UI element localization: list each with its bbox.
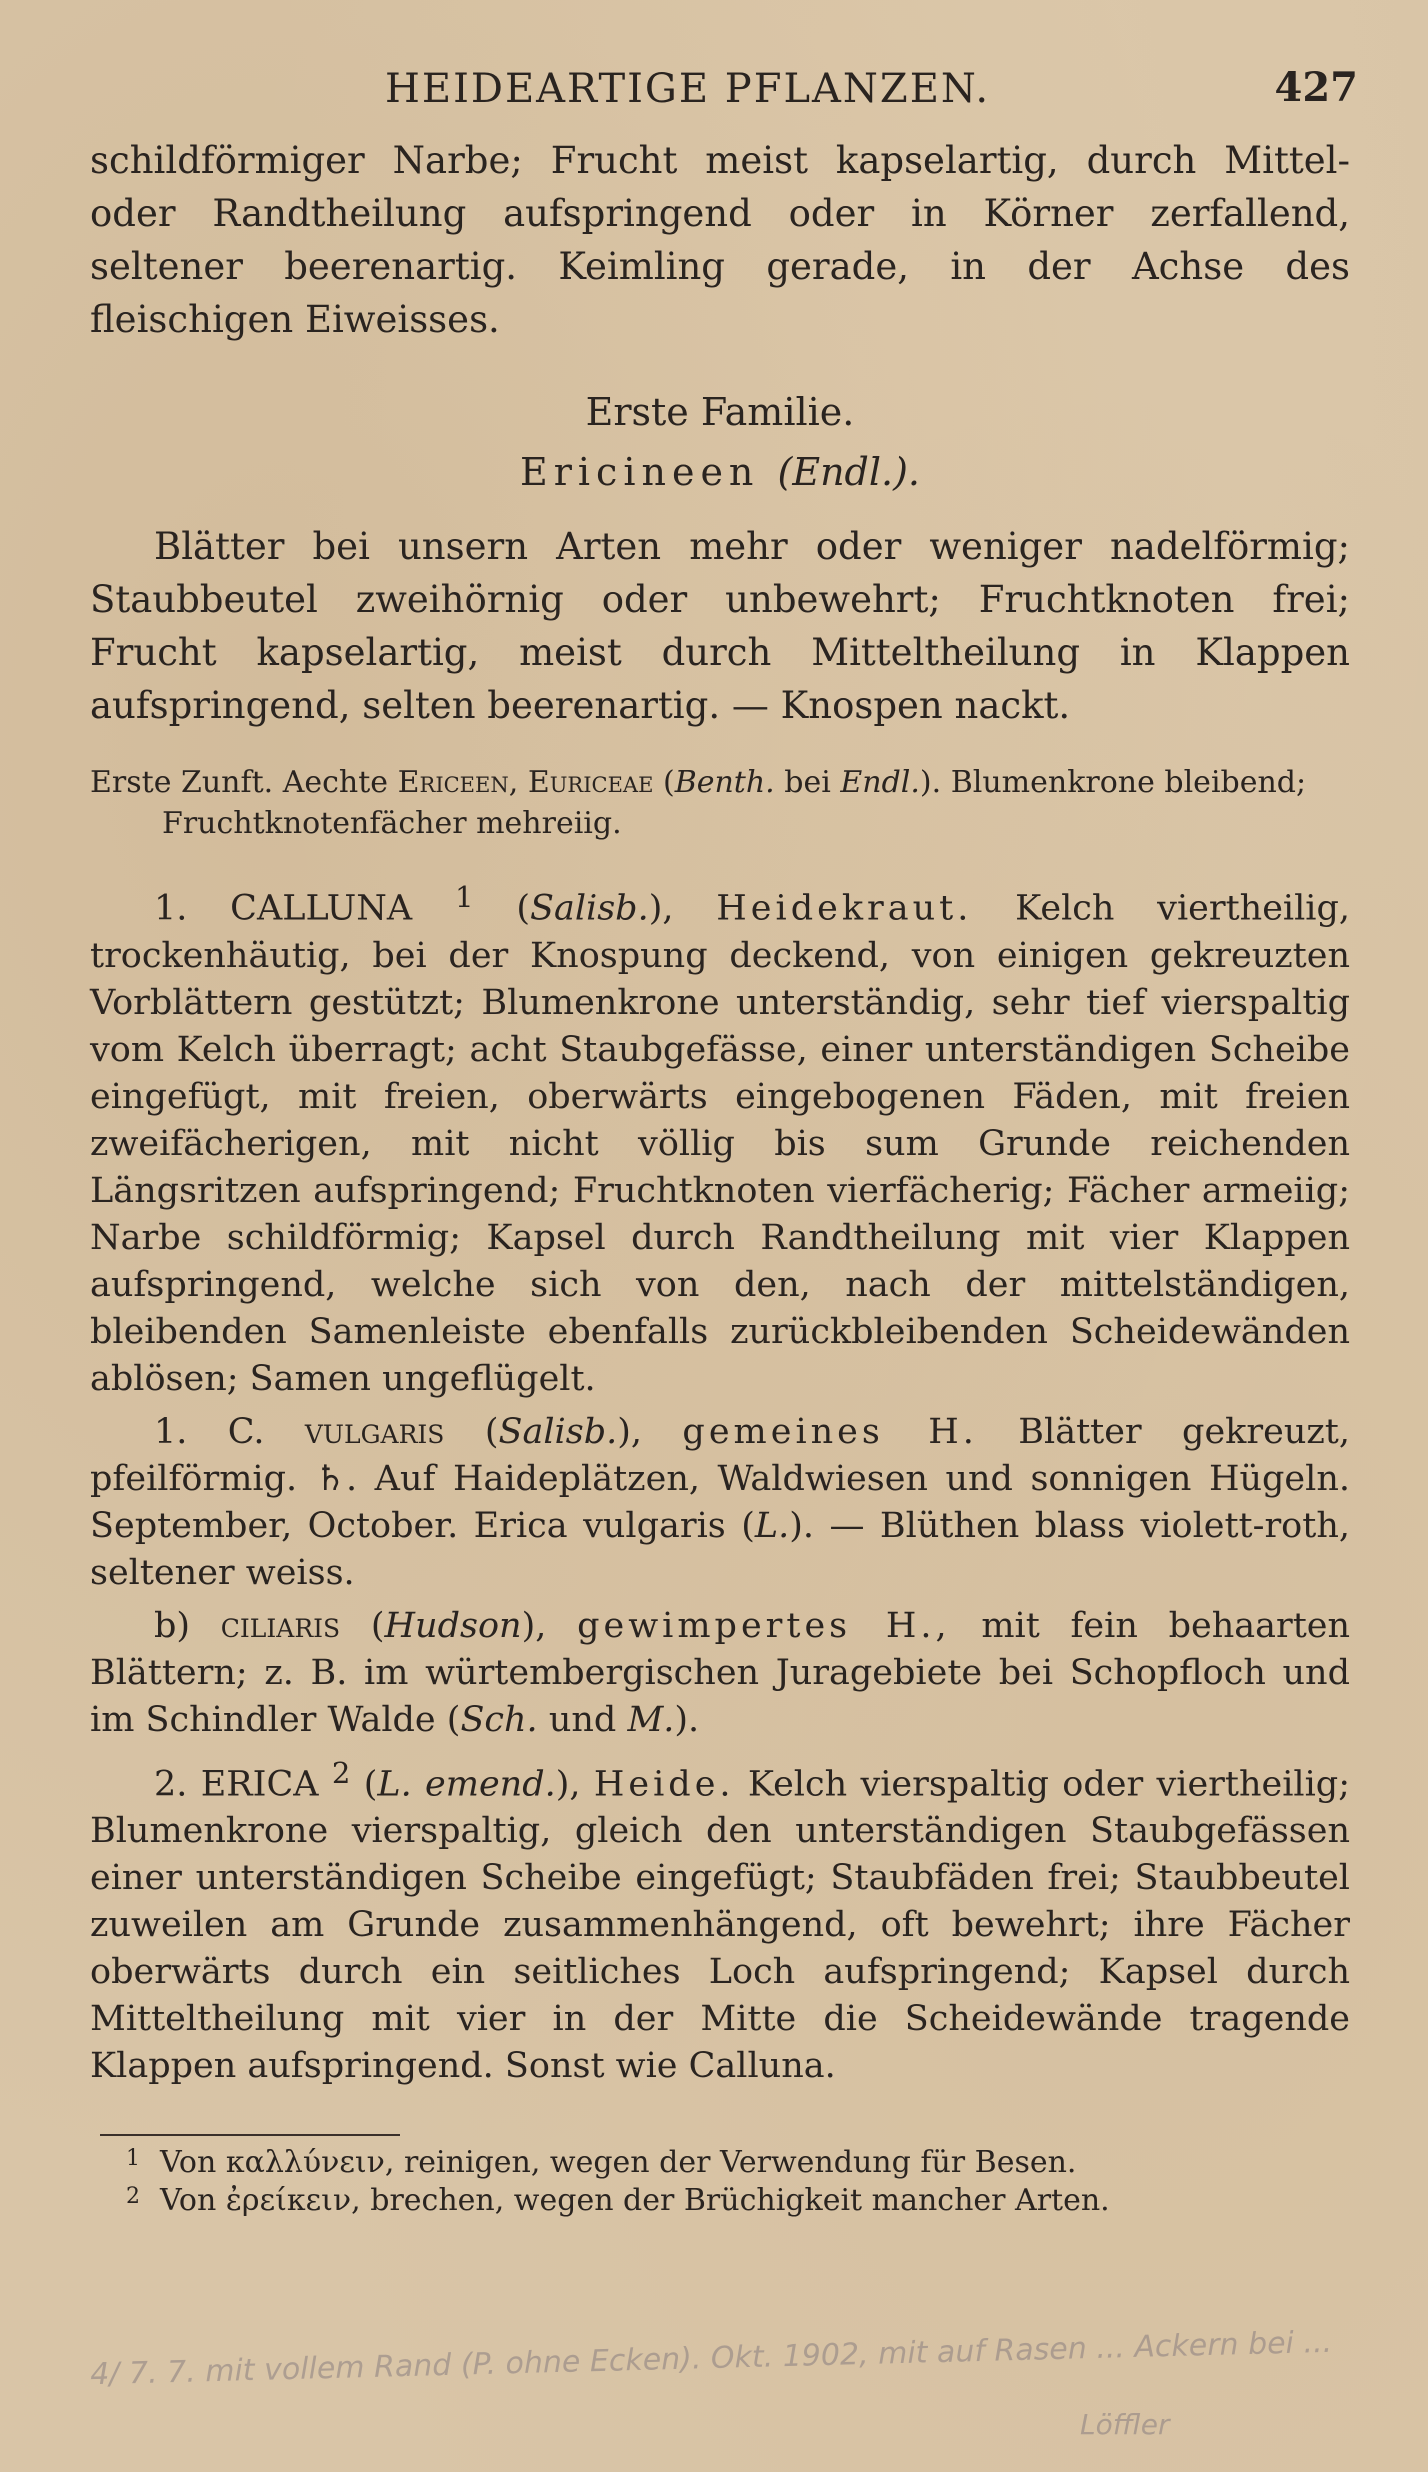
handwritten-note: 4/ 7. 7. mit vollem Rand (P. ohne Ecken). Okt. 1902, mit auf Rasen ... Ackern bei ...: [89, 2324, 1333, 2393]
entry-vulgaris: 1. C. vulgaris (Salisb.), gemeines H. Blätter gekreuzt, pfeilförmig. ♄. Auf Haideplätzen, Waldwiesen und sonnigen Hügeln. September, October. Erica vulgaris (L.). — Blüthen blass violett-roth, seltener weiss.: [90, 1411, 1350, 1593]
erica-footnote-ref: 2: [331, 1755, 351, 1790]
calluna-author: Salisb.: [529, 888, 649, 929]
vulgaris-text-2: . Auf Haideplätzen, Waldwiesen und sonnigen Hügeln. September, October. Erica vulgaris (: [90, 1458, 1350, 1546]
footnote-2-text: Von ἐρείκειν, brechen, wegen der Brüchigkeit mancher Arten.: [160, 2183, 1110, 2219]
page-number: 427: [1274, 64, 1358, 111]
family-description: Blätter bei unsern Arten mehr oder weniger nadelförmig; Staubbeutel zweihörnig oder unbewehrt; Fruchtknoten frei; Frucht kapselartig, meist durch Mitteltheilung in Klappen aufspringend, selten beerenartig. — Knospen nackt.: [90, 525, 1350, 727]
book-page: [90, 60, 1358, 2220]
vulgaris-text-3: ). — Blüthen blass violett-roth, seltener weiss.: [90, 1505, 1350, 1593]
zunft-paren-open: (: [662, 765, 675, 800]
footnote-1: [126, 2144, 1350, 2182]
entry-erica: 2. ERICA $^2$ (L. emend.), Heide. Kelch vierspaltig oder viertheilig; Blumenkrone vierspaltig, gleich den unterständigen Staubgefässen einer unterständigen Scheibe eingefügt; Staubfäden frei; Staubbeutel zuweilen am Grunde zusammenhängend, oft bewehrt; ihre Fächer oberwärts durch ein seitliches Loch aufspringend; Kapsel durch Mitteltheilung mit vier in der Mitte die Scheidewände tragende Klappen aufspringend. Sonst wie Calluna.: [90, 1755, 1351, 2087]
entry-calluna: 1. CALLUNA $^1$ (Salisb.), Heidekraut. Kelch viertheilig, trockenhäutig, bei der Knospung deckend, von einigen gekreuzten Vorblättern gestützt; Blumenkrone unterständig, sehr tief vierspaltig vom Kelch überragt; acht Staubgefässe, einer unterständigen Scheibe eingefügt, mit freien, oberwärts eingebogenen Fäden, mit freien zweifächerigen, mit nicht völlig bis sum Grunde reichenden Längsritzen aufspringend; Fruchtknoten vierfächerig; Fächer armeiig; Narbe schildförmig; Kapsel durch Randtheilung mit vier Klappen aufspringend, welche sich von den, nach der mittelständigen, bleibenden Samenleiste ebenfalls zurückbleibenden Scheidewänden ablösen; Samen ungeflügelt.: [90, 880, 1351, 1399]
vulgaris-species: vulgaris: [304, 1411, 445, 1452]
running-title: HEIDEARTIGE PFLANZEN.: [385, 66, 991, 112]
shrub-symbol-icon: ♄: [314, 1458, 347, 1499]
handwritten-note-2: Löffler: [1080, 2408, 1170, 2441]
footnotes: [90, 2144, 1350, 2220]
erica-description: Kelch vierspaltig oder viertheilig; Blumenkrone vierspaltig, gleich den unterständigen Staubgefässen einer unterständigen Scheibe eingefügt; Staubfäden frei; Staubbeutel zuweilen am Grunde zusammenhängend, oft bewehrt; ihre Fächer oberwärts durch ein seitliches Loch aufspringend; Kapsel durch Mitteltheilung mit vier in der Mitte die Scheidewände tragende Klappen aufspringend. Sonst wie Calluna.: [90, 1764, 1351, 2087]
running-header: [90, 60, 1358, 130]
zunft-name-2: Euriceae: [527, 765, 654, 800]
family-author: (Endl.).: [777, 450, 920, 494]
erica-common-name: Heide.: [593, 1764, 735, 1805]
entry-ciliaris: b) ciliaris (Hudson), gewimpertes H., mit fein behaarten Blättern; z. B. im würtembergischen Juragebiete bei Schopfloch und im Schindler Walde (Sch. und M.).: [90, 1605, 1351, 1740]
footnote-2-mark: 2: [126, 2184, 140, 2210]
zunft-text: Blumenkrone bleibend; Fruchtknotenfächer mehreiig.: [162, 765, 1307, 841]
family-name-line: [90, 444, 1350, 500]
zunft-name-1: Ericeen,: [397, 765, 519, 800]
calluna-footnote-ref: 1: [454, 880, 474, 914]
ciliaris-common-name: gewimpertes H.,: [577, 1605, 951, 1646]
zunft-author-sep: bei: [774, 765, 841, 800]
zunft-lead: Erste Zunft. Aechte: [90, 765, 389, 800]
vulgaris-text-1: Blätter gekreuzt, pfeilförmig.: [90, 1411, 1350, 1499]
ciliaris-text-1: mit fein behaarten Blättern; z. B. im würtembergischen Juragebiete bei Schopfloch und im Schindler Walde (: [90, 1605, 1351, 1740]
footnote-1-text: Von καλλύνειν, reinigen, wegen der Verwendung für Besen.: [160, 2145, 1077, 2181]
calluna-number: 1. CALLUNA: [154, 888, 413, 929]
ciliaris-author: Hudson: [384, 1605, 522, 1646]
zunft-paren-close: ).: [919, 765, 942, 800]
vulgaris-common-name: gemeines H.: [682, 1411, 978, 1452]
ciliaris-variety: ciliaris: [220, 1605, 341, 1646]
footnote-1-mark: 1: [126, 2146, 140, 2172]
footnote-2: [126, 2182, 1350, 2220]
vulgaris-number: 1. C.: [154, 1411, 265, 1452]
calluna-description: Kelch viertheilig, trockenhäutig, bei der Knospung deckend, von einigen gekreuzten Vorblättern gestützt; Blumenkrone unterständig, sehr tief vierspaltig vom Kelch überragt; acht Staubgefässe, einer unterständigen Scheibe eingefügt, mit freien, oberwärts eingebogenen Fäden, mit freien zweifächerigen, mit nicht völlig bis sum Grunde reichenden Längsritzen aufspringend; Fruchtknoten vierfächerig; Fächer armeiig; Narbe schildförmig; Kapsel durch Randtheilung mit vier Klappen aufspringend, welche sich von den, nach der mittelständigen, bleibenden Samenleiste ebenfalls zurückbleibenden Scheidewänden ablösen; Samen ungeflügelt.: [90, 888, 1351, 1399]
zunft-author: Benth.: [674, 765, 775, 800]
vulgaris-author: Salisb.: [498, 1411, 618, 1452]
zunft-paragraph: [90, 762, 1350, 844]
calluna-common-name: Heidekraut.: [716, 888, 973, 929]
intro-paragraph: schildförmiger Narbe; Frucht meist kapselartig, durch Mittel- oder Randtheilung aufspringend oder in Körner zerfallend, seltener beerenartig. Keimling gerade, in der Achse des fleischigen Eiweisses.: [90, 139, 1350, 341]
erica-author: L. emend.: [377, 1764, 556, 1805]
ciliaris-text-2: und: [537, 1699, 628, 1740]
ciliaris-label: b): [154, 1605, 191, 1646]
footnote-rule: [100, 2134, 400, 2136]
erica-number: 2. ERICA: [154, 1764, 319, 1805]
family-heading: Erste Familie.: [585, 390, 855, 434]
vulgaris-syn-author: L.: [754, 1505, 790, 1546]
ciliaris-cite-2: M.: [627, 1699, 675, 1740]
ciliaris-text-3: ).: [674, 1699, 700, 1740]
zunft-author-2: Endl.: [840, 765, 920, 800]
family-name: Ericineen: [519, 450, 760, 494]
ciliaris-cite-1: Sch.: [460, 1699, 538, 1740]
